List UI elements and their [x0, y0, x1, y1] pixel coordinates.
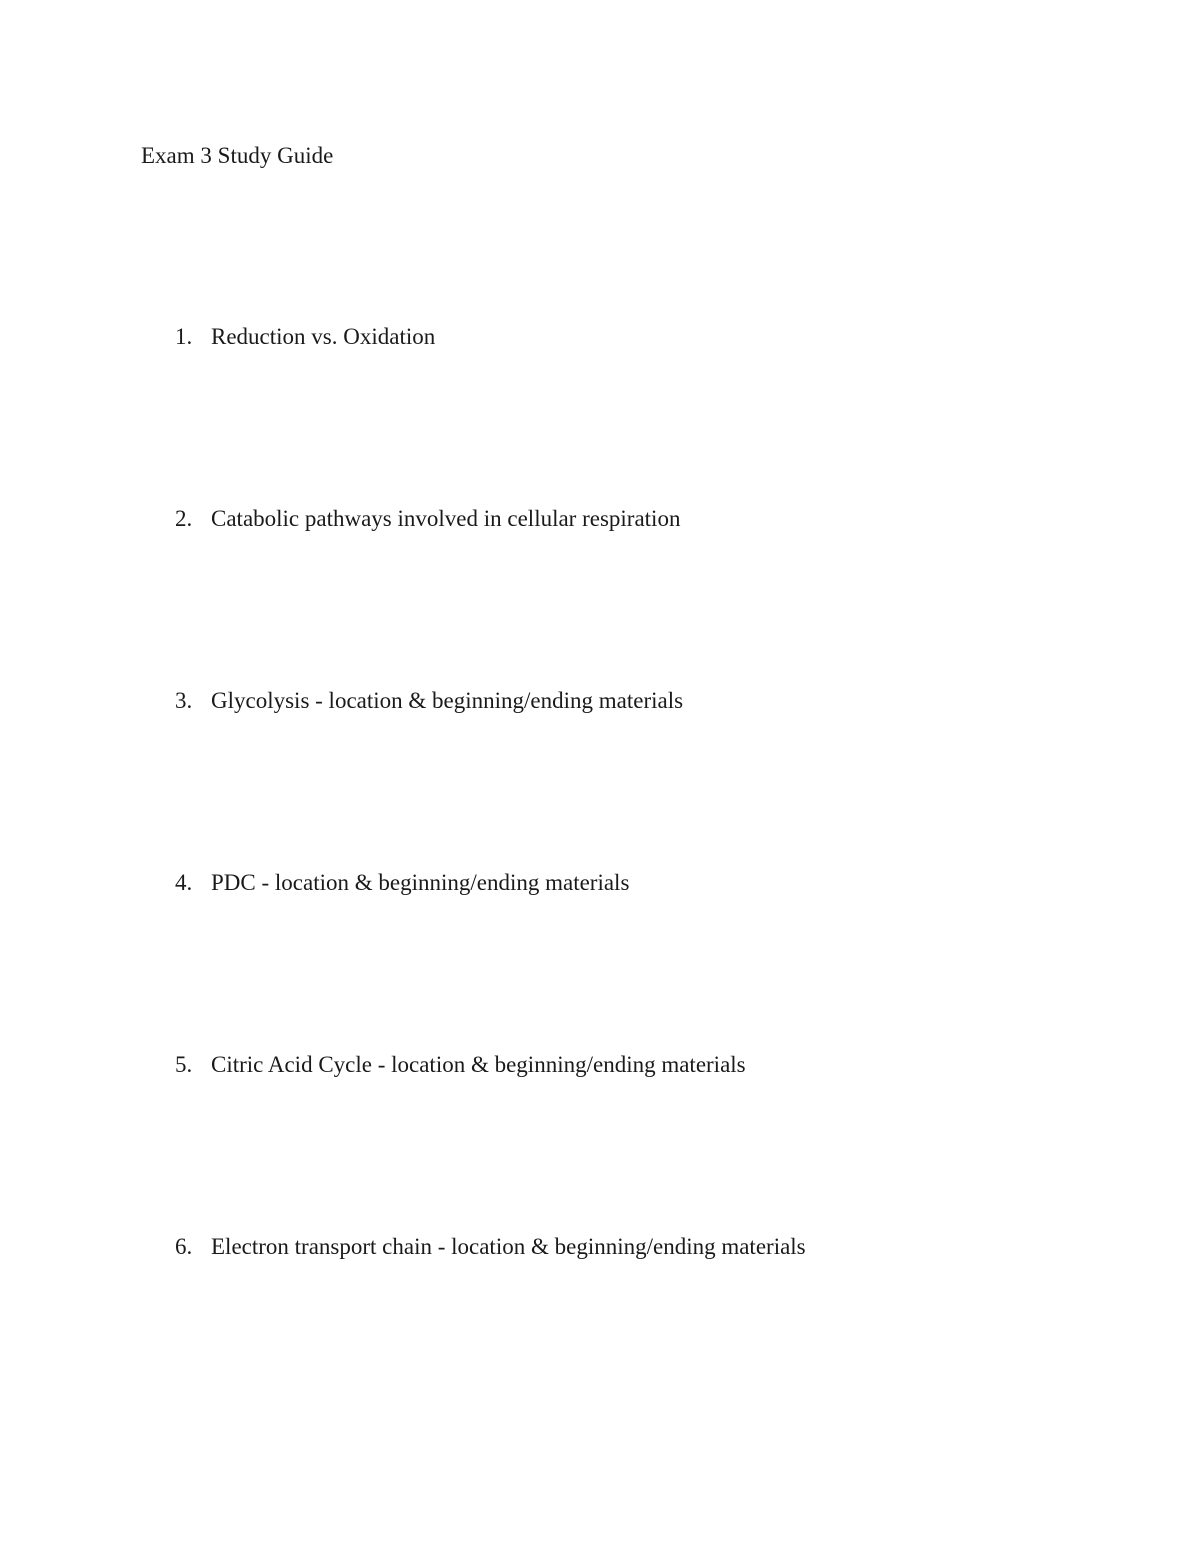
item-text: PDC - location & beginning/ending materials: [211, 870, 630, 895]
item-number: 4.: [175, 870, 193, 895]
item-number: 3.: [175, 688, 193, 713]
item-text: Glycolysis - location & beginning/ending materials: [211, 688, 684, 713]
item-text: Electron transport chain - location & beginning/ending materials: [211, 1234, 806, 1259]
item-text: Reduction vs. Oxidation: [211, 324, 436, 349]
item-number: 5.: [175, 1052, 193, 1077]
page-title: Exam 3 Study Guide: [141, 143, 334, 168]
item-number: 1.: [175, 324, 193, 349]
item-number: 6.: [175, 1234, 193, 1259]
item-text: Citric Acid Cycle - location & beginning/ending materials: [211, 1052, 746, 1077]
item-number: 2.: [175, 506, 193, 531]
item-text: Catabolic pathways involved in cellular respiration: [211, 506, 681, 531]
